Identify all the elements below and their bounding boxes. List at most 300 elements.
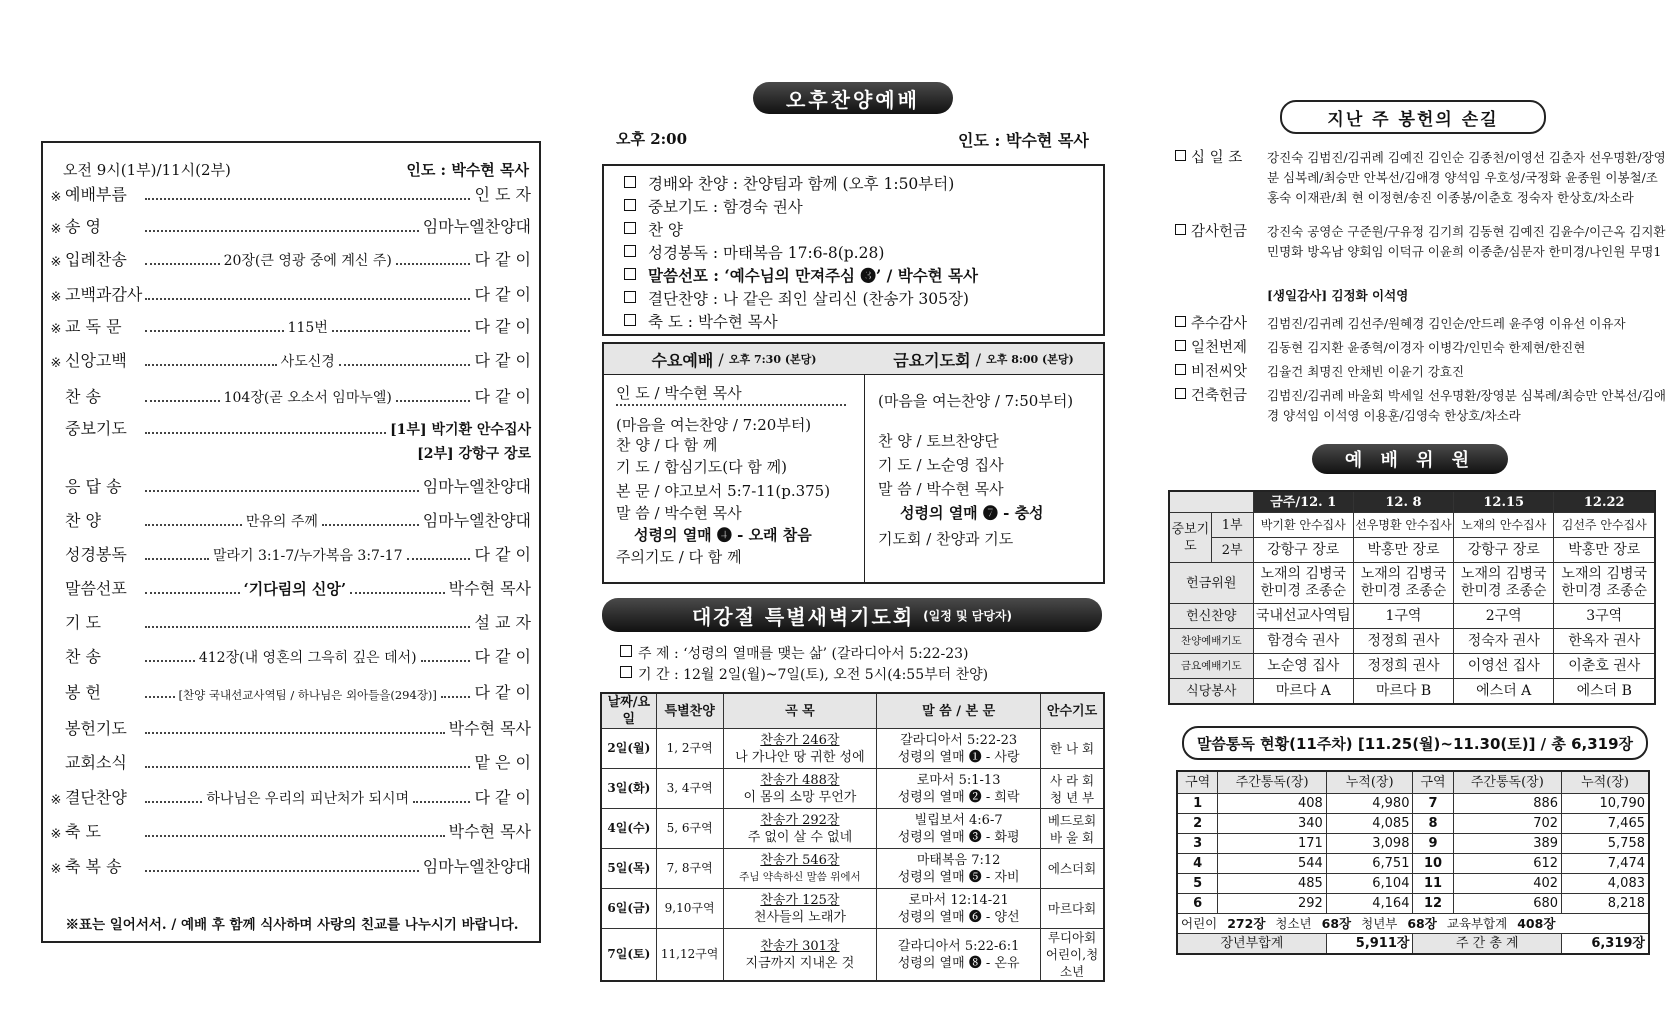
servers-cell: 3구역: [1554, 604, 1655, 629]
reading-cell: 171: [1218, 834, 1326, 854]
dawn-word: [877, 769, 1041, 809]
checkbox-icon: [624, 268, 636, 280]
afternoon-item: [624, 310, 778, 332]
friday-line: 기 도 / 노순영 집사: [878, 456, 1004, 474]
servers-cell: 정정희 권사: [1353, 629, 1453, 654]
leader-dots: [396, 263, 471, 265]
order-row: [47, 543, 531, 565]
order-person: 설 교 자: [474, 613, 531, 632]
dawn-song-number: 찬송가 292장: [760, 812, 840, 828]
order-row: [47, 283, 531, 305]
stand-mark: ※: [50, 290, 62, 305]
checkbox-icon: [1175, 150, 1186, 161]
servers-cell-line: 한미경 조종순: [1360, 583, 1447, 599]
offering-key: [1175, 314, 1255, 334]
stand-mark: ※: [50, 793, 62, 808]
reading-header-cell: 누적(장): [1562, 771, 1649, 794]
servers-row: [1169, 604, 1655, 629]
checkbox-icon: [1175, 224, 1186, 235]
order-row: [47, 385, 531, 407]
order-detail: 만유의 주께: [245, 514, 318, 530]
order-row: [47, 215, 531, 237]
reading-header-cell: 구역: [1177, 771, 1218, 794]
order-middle: [141, 317, 474, 337]
leader-dots: [145, 230, 419, 232]
dawn-scripture: 로마서 5:1-13: [916, 772, 1001, 788]
leader-dots: [145, 400, 220, 402]
offering-key-text: 십 일 조: [1191, 150, 1243, 166]
checkbox-icon: [1175, 388, 1186, 399]
reading-table: [1176, 770, 1650, 955]
reading-dept-item: 408장: [1517, 916, 1556, 931]
reading-cell: 4,980: [1326, 794, 1413, 814]
order-middle: [141, 298, 474, 305]
offering-key-text: 비전씨앗: [1191, 364, 1248, 380]
stand-mark: ※: [50, 356, 62, 371]
reading-cell: 3: [1177, 834, 1218, 854]
offering-key-text: 일천번제: [1191, 340, 1248, 356]
offering-title: 지난 주 봉헌의 손길: [1280, 100, 1546, 134]
servers-cell: 이춘호 권사: [1554, 654, 1655, 679]
leader-dots: [145, 558, 209, 560]
checkbox-icon: [1175, 340, 1186, 351]
dawn-theme-text: 주 제 : ‘성령의 열매를 맺는 삶’ (갈라디아서 5:22-23): [638, 646, 969, 662]
reading-dept-item: 청소년: [1275, 916, 1312, 931]
servers-cell: 박홍만 장로: [1554, 538, 1655, 563]
reading-total-cell: 5,911장: [1326, 934, 1413, 955]
order-detail: 104장(곧 오소서 임마누엘): [223, 390, 392, 406]
servers-cell: [1454, 563, 1554, 604]
dawn-row: [601, 929, 1104, 982]
reading-total-row: [1177, 934, 1649, 955]
order-row: [47, 751, 531, 773]
order-row: [47, 681, 531, 703]
reading-cell: 12: [1413, 894, 1453, 914]
offering-names: 강진숙 김범진/김귀례 김예진 김인순 김종천/이영선 김춘자 선우명환/장영분 심복례/최승만 안복선/김애경 양석임 우호성/국정화 윤종원 이봉철/조홍숙 이재관/최 현 이정현/송진 이종봉/이춘호 정숙자 한상호/차소라: [1267, 150, 1666, 205]
leader-dots: [145, 592, 240, 594]
dawn-word: [877, 809, 1041, 849]
order-label: 성경봉독: [65, 545, 127, 564]
leader-dots: [145, 330, 284, 332]
servers-cell-line: 한미경 조종순: [1561, 583, 1648, 599]
dawn-theme-line: 성령의 열매 ❺ - 자비: [897, 869, 1020, 885]
dawn-day: 3일(화): [601, 769, 656, 809]
servers-row: [1169, 629, 1655, 654]
order-label: 교 독 문: [65, 317, 122, 336]
dawn-choir: 3, 4구역: [656, 769, 723, 809]
stand-mark: ※: [50, 827, 62, 842]
reading-dept-row: [1177, 914, 1649, 934]
dawn-day: 5일(목): [601, 849, 656, 889]
dawn-theme-line: 성령의 열매 ❻ - 양선: [897, 909, 1020, 925]
dawn-scripture: 갈라디아서 5:22-23: [900, 732, 1018, 748]
order-row: [47, 509, 531, 531]
dawn-row: [601, 809, 1104, 849]
dawn-word: [877, 729, 1041, 769]
servers-cell: 마르다 A: [1253, 679, 1353, 705]
order-label: 중보기도: [65, 419, 127, 438]
leader-dots: [145, 263, 220, 265]
leader-dots: [145, 364, 277, 366]
dawn-theme-line: 성령의 열매 ❷ - 희락: [897, 789, 1020, 805]
servers-cell-line: 노재의 김병국: [1360, 566, 1447, 582]
dawn-header-row: [601, 693, 1104, 729]
offering-names: 김범진/김귀례 바울회 박세일 선우명환/장영분 심복례/최승만 안복선/김애경 양석임 이석영 이용훈/김영숙 한상호/차소라: [1267, 388, 1666, 423]
leader-dots: [396, 400, 471, 402]
dawn-song-number: 찬송가 125장: [760, 892, 840, 908]
offering-key-text: 감사헌금: [1191, 224, 1248, 240]
order-person: [1부] 박기환 안수집사: [390, 422, 531, 438]
wednesday-line: 찬 양 / 다 함 께: [616, 436, 718, 454]
reading-row: [1177, 794, 1649, 814]
dawn-header-cell: 날짜/요일: [601, 693, 656, 729]
dawn-header-cell: 말 씀 / 본 문: [877, 693, 1041, 729]
leader-dots: [145, 870, 419, 872]
order-label: 예배부름: [65, 185, 127, 204]
order-label: 찬 송: [65, 387, 101, 406]
reading-cell: 340: [1218, 814, 1326, 834]
order-middle: [141, 578, 449, 599]
friday-line: 성령의 열매 ❼ - 충성: [900, 504, 1044, 522]
order-person: 다 같 이: [474, 788, 531, 807]
offering-key: [1175, 338, 1255, 358]
servers-corner: [1169, 491, 1253, 513]
order-person: 박수현 목사: [448, 822, 531, 841]
afternoon-item: [624, 172, 954, 194]
dawn-choir: 9,10구역: [656, 889, 723, 929]
dawn-choir: 11,12구역: [656, 929, 723, 982]
reading-cell: 2: [1177, 814, 1218, 834]
dawn-header-cell: 곡 목: [723, 693, 877, 729]
servers-cell: 노순영 집사: [1253, 654, 1353, 679]
servers-cell: 노재의 안수집사: [1454, 513, 1554, 538]
order-middle: [141, 835, 449, 842]
offering-names: 김동현 김지환 윤종혁/이경자 이병각/인민숙 한제현/한진현: [1267, 340, 1586, 355]
order-row: [47, 645, 531, 667]
reading-cell: 6,751: [1326, 854, 1413, 874]
order-person: 다 같 이: [474, 545, 531, 564]
dawn-choir: 1, 2구역: [656, 729, 723, 769]
leader-dots: [145, 801, 202, 803]
order-person: 다 같 이: [474, 647, 531, 666]
dawn-song-title: 지금까지 지내온 것: [745, 955, 855, 971]
reading-cell: 485: [1218, 874, 1326, 894]
leader-dots: [145, 732, 445, 734]
checkbox-icon: [1175, 364, 1186, 375]
wednesday-line: 말 씀 / 박수현 목사: [616, 504, 742, 522]
friday-line: 말 씀 / 박수현 목사: [878, 480, 1004, 498]
order-middle: [141, 511, 423, 531]
servers-cell: 한옥자 권사: [1554, 629, 1655, 654]
servers-label: 찬양예배기도: [1169, 629, 1253, 654]
order-detail: 말라기 3:1-7/누가복음 3:7-17: [212, 548, 403, 564]
afternoon-item-text: 말씀선포 : ‘예수님의 만져주심 ❸’ / 박수현 목사: [648, 266, 978, 285]
leader-dots: [616, 404, 846, 406]
dawn-period: [620, 664, 988, 684]
dawn-prayer: 베드로회 바 울 회: [1041, 809, 1104, 849]
leader-dots: [421, 660, 471, 662]
order-person: 임마누엘찬양대: [422, 217, 531, 236]
order-person: 박수현 목사: [448, 719, 531, 738]
reading-cell: 7,474: [1562, 854, 1649, 874]
servers-label: 식당봉사: [1169, 679, 1253, 705]
order-middle: [141, 490, 423, 497]
checkbox-icon: [624, 222, 636, 234]
order-label: 입례찬송: [65, 250, 127, 269]
servers-cell: 박기환 안수집사: [1253, 513, 1353, 538]
wednesday-line: 성령의 열매 ❹ - 오래 참음: [634, 526, 812, 544]
servers-date: 금주/12. 1: [1253, 491, 1353, 513]
dawn-scripture: 갈라디아서 5:22-6:1: [897, 938, 1020, 954]
dawn-row: [601, 769, 1104, 809]
servers-cell: 함경숙 권사: [1253, 629, 1353, 654]
reading-cell: 6: [1177, 894, 1218, 914]
order-label: 결단찬양: [65, 788, 127, 807]
order-label: 고백과감사: [65, 285, 143, 304]
order-person: 다 같 이: [474, 387, 531, 406]
order-row: [47, 577, 531, 599]
order-row: [47, 248, 531, 270]
dawn-song-title: 천사들의 노래가: [753, 909, 846, 925]
leader-dots: [322, 524, 419, 526]
dawn-song-title: 주 없이 살 수 없네: [747, 829, 853, 845]
servers-label: 헌금위원: [1169, 563, 1253, 604]
afternoon-item: [624, 287, 969, 309]
reading-cell: 1: [1177, 794, 1218, 814]
servers-header-row: [1169, 491, 1655, 513]
order-detail: 115번: [287, 320, 328, 336]
morning-header: [63, 159, 529, 180]
reading-cell: 7: [1413, 794, 1453, 814]
reading-total-cell: 장년부합계: [1177, 934, 1326, 955]
reading-header-cell: 주간통독(장): [1218, 771, 1326, 794]
offering-names: 김율건 최명진 안채빈 이윤기 강효진: [1267, 364, 1465, 379]
offering-key: [1175, 362, 1255, 382]
offering-names: 강진숙 공영순 구준원/구유정 김기희 김동현 김예진 김윤수/이근옥 김지환 민명화 방옥남 양회임 이덕규 이윤희 이종춘/심문자 한미경/나인원 무명1: [1267, 224, 1666, 259]
dawn-prayer: 마르다회: [1041, 889, 1104, 929]
wednesday-line: (마음을 여는찬양 / 7:20부터): [616, 416, 812, 434]
dawn-song: [723, 849, 877, 889]
servers-cell: 선우명환 안수집사: [1353, 513, 1453, 538]
leader-dots: [145, 696, 175, 698]
dawn-song-title: 이 몸의 소망 무언가: [743, 789, 857, 805]
reading-cell: 680: [1453, 894, 1561, 914]
dawn-day: 4일(수): [601, 809, 656, 849]
leader-dots: [350, 592, 445, 594]
afternoon-item-text: 중보기도 : 함경숙 권사: [648, 198, 803, 216]
servers-cell: 박홍만 장로: [1353, 538, 1453, 563]
reading-cell: 4,085: [1326, 814, 1413, 834]
checkbox-icon: [1175, 316, 1186, 327]
reading-cell: 8,218: [1562, 894, 1649, 914]
order-person: 박수현 목사: [448, 579, 531, 598]
servers-cell-line: 노재의 김병국: [1561, 566, 1648, 582]
stand-mark: ※: [50, 322, 62, 337]
afternoon-item-text: 성경봉독 : 마태복음 17:6-8(p.28): [648, 244, 885, 262]
servers-row: [1169, 563, 1655, 604]
order-middle: [141, 687, 474, 703]
offering-names: 김범진/김귀례 김선주/원혜경 김인순/안드레 윤주영 이유선 이유자: [1267, 316, 1626, 331]
morning-time: 오전 9시(1부)/11시(2부): [63, 161, 231, 179]
order-person: 다 같 이: [474, 351, 531, 370]
reading-cell: 4,164: [1326, 894, 1413, 914]
reading-cell: 11: [1413, 874, 1453, 894]
dawn-scripture: 로마서 12:14-21: [908, 892, 1009, 908]
servers-cell: 1구역: [1353, 604, 1453, 629]
reading-cell: 402: [1453, 874, 1561, 894]
reading-cell: 292: [1218, 894, 1326, 914]
dawn-title-pill: [602, 598, 1102, 632]
order-detail: [찬양 국내선교사역팀 / 하나님은 외아들을(294장)]: [178, 688, 437, 702]
reading-dept-cell: [1177, 914, 1649, 934]
servers-label: 금요예배기도: [1169, 654, 1253, 679]
offering-key: [1175, 222, 1255, 242]
dawn-prayer: 에스더회: [1041, 849, 1104, 889]
dawn-prayer: 사 라 회 청 년 부: [1041, 769, 1104, 809]
dawn-day: 7일(토): [601, 929, 656, 982]
servers-cell: 강항구 장로: [1454, 538, 1554, 563]
reading-cell: 9: [1413, 834, 1453, 854]
reading-cell: 7,465: [1562, 814, 1649, 834]
leader-dots: [145, 298, 470, 300]
order-middle: [141, 766, 474, 773]
wednesday-header: 수요예배 / 오후 7:30 (본당): [604, 344, 865, 375]
servers-title: 예 배 위 원: [1312, 444, 1508, 474]
dawn-title: 대강절 특별새벽기도회: [691, 604, 915, 629]
reading-cell: 886: [1453, 794, 1561, 814]
dawn-song-number: 찬송가 246장: [760, 732, 840, 748]
order-row: [47, 349, 531, 371]
reading-cell: 8: [1413, 814, 1453, 834]
reading-row: [1177, 814, 1649, 834]
reading-header-row: [1177, 771, 1649, 794]
servers-cell-line: 노재의 김병국: [1460, 566, 1547, 582]
checkbox-icon: [624, 291, 636, 303]
midweek-box: [602, 342, 1105, 584]
offering-key: [1175, 386, 1255, 406]
checkbox-icon: [620, 666, 632, 678]
reading-cell: 4: [1177, 854, 1218, 874]
leader-dots: [339, 364, 471, 366]
order-row: [47, 820, 531, 842]
reading-row: [1177, 854, 1649, 874]
dawn-header-cell: 안수기도: [1041, 693, 1104, 729]
order-label: 송 영: [65, 217, 101, 236]
dawn-song-title: 주님 약속하신 말씀 위에서: [739, 870, 861, 883]
dawn-song-title: 나 가나안 땅 귀한 성에: [735, 749, 865, 765]
dawn-period-text: 기 간 : 12월 2일(월)~7일(토), 오전 5시(4:55부터 찬양): [638, 667, 989, 683]
reading-title: 말씀통독 현황(11주차) [11.25(월)~11.30(토)] / 총 6,319장: [1182, 726, 1648, 760]
order-middle: [141, 870, 423, 877]
reading-cell: 389: [1453, 834, 1561, 854]
servers-label: 중보기도: [1169, 513, 1211, 563]
leader-dots: [407, 558, 471, 560]
wednesday-line: 기 도 / 합심기도(다 함 께): [616, 458, 788, 476]
dawn-scripture: 빌립보서 4:6-7: [914, 812, 1003, 828]
order-row: [47, 717, 531, 739]
reading-cell: 4,083: [1562, 874, 1649, 894]
offering-key-text: 건축헌금: [1191, 388, 1248, 404]
dawn-song: [723, 889, 877, 929]
dawn-song: [723, 729, 877, 769]
order-detail: 하나님은 우리의 피난처가 되시며: [206, 791, 410, 807]
reading-cell: 612: [1453, 854, 1561, 874]
wednesday-line: 인 도 / 박수현 목사: [616, 384, 742, 402]
order-person: 임마누엘찬양대: [422, 857, 531, 876]
wednesday-line: 주의기도 / 다 함 께: [616, 548, 742, 566]
offering-names: [생일감사] 김정화 이석영: [1267, 288, 1409, 303]
offering-key-text: 추수감사: [1191, 316, 1248, 332]
servers-cell: 김선주 안수집사: [1554, 513, 1655, 538]
reading-cell: 408: [1218, 794, 1326, 814]
servers-date: 12. 8: [1353, 491, 1453, 513]
checkbox-icon: [620, 645, 632, 657]
servers-cell: [1253, 563, 1353, 604]
dawn-row: [601, 729, 1104, 769]
order-middle: [141, 250, 474, 270]
dawn-theme: [620, 643, 969, 663]
morning-service-panel: [41, 141, 541, 943]
servers-label: 헌신찬양: [1169, 604, 1253, 629]
leader-dots: [413, 801, 470, 803]
order-person: 임마누엘찬양대: [422, 511, 531, 530]
order-detail: ‘기다림의 신앙’: [243, 580, 347, 598]
afternoon-item: [624, 264, 978, 286]
reading-total-cell: 6,319장: [1562, 934, 1649, 955]
afternoon-time: 오후 2:00: [616, 130, 688, 148]
wednesday-line: 본 문 / 야고보서 5:7-11(p.375): [616, 482, 831, 500]
reading-header-cell: 주간통독(장): [1453, 771, 1561, 794]
reading-cell: 6,104: [1326, 874, 1413, 894]
morning-lead: 인도 : 박수현 목사: [406, 161, 529, 179]
order-middle: [141, 647, 474, 667]
leader-dots: [145, 626, 470, 628]
friday-sub: 오후 8:00 (본당): [986, 353, 1074, 366]
afternoon-title: 오후찬양예배: [753, 82, 953, 114]
order-label: 찬 송: [65, 647, 101, 666]
leader-dots: [145, 660, 195, 662]
order-middle: [141, 545, 474, 565]
servers-cell-line: 한미경 조종순: [1260, 583, 1347, 599]
offering-key: [1175, 148, 1255, 168]
checkbox-icon: [624, 245, 636, 257]
dawn-word: [877, 889, 1041, 929]
leader-dots: [145, 766, 470, 768]
order-label: 봉 헌: [65, 683, 101, 702]
order-middle: [141, 788, 474, 808]
friday-line: (마음을 여는찬양 / 7:50부터): [878, 392, 1074, 410]
afternoon-lead: 인도 : 박수현 목사: [958, 131, 1089, 150]
servers-date: 12.22: [1554, 491, 1655, 513]
leader-dots: [441, 696, 471, 698]
reading-dept-item: 어린이: [1181, 916, 1218, 931]
order-detail: 412장(내 영혼의 그윽히 깊은 데서): [198, 650, 417, 666]
order-middle: [141, 198, 474, 205]
order-middle: [141, 387, 474, 407]
dawn-choir: 7, 8구역: [656, 849, 723, 889]
order-label: 축 복 송: [65, 857, 122, 876]
dawn-word: [877, 849, 1041, 889]
servers-cell: [1554, 563, 1655, 604]
servers-cell: 정정희 권사: [1353, 654, 1453, 679]
order-person: 다 같 이: [474, 317, 531, 336]
order-label: 축 도: [65, 822, 101, 841]
leader-dots: [332, 330, 471, 332]
order-middle: [141, 230, 423, 237]
order-middle: [141, 432, 390, 439]
dawn-schedule-table: [600, 692, 1105, 982]
reading-dept-item: 272장: [1227, 916, 1266, 931]
